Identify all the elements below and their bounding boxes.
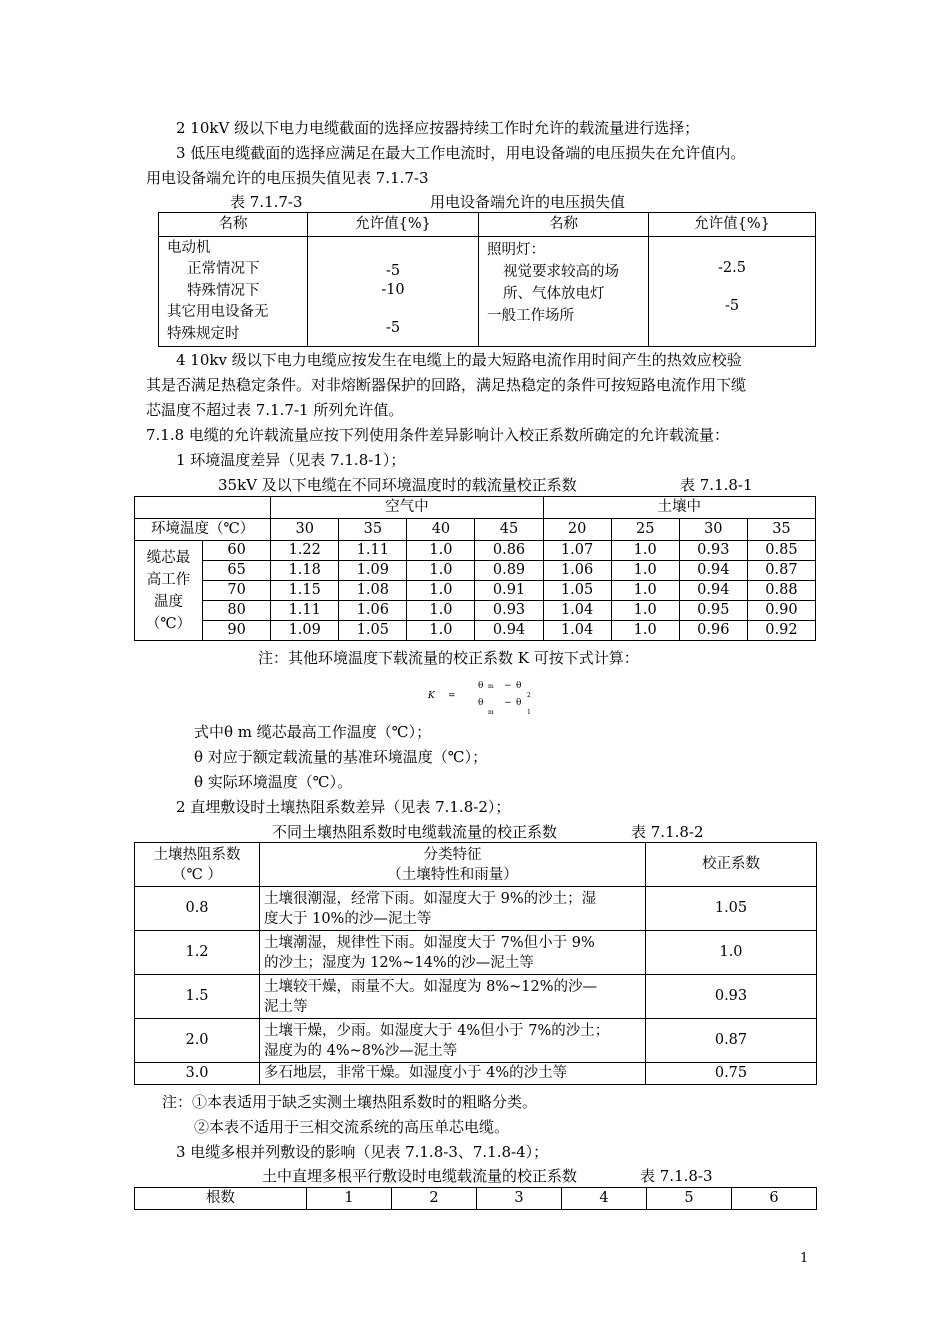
table2-side-label-2: 高工作 — [146, 571, 191, 588]
table3-row-desc: 多石地层，非常干燥。如湿度小于 4%的沙土等 — [260, 1063, 646, 1085]
table2-cell: 1.15 — [271, 581, 339, 601]
table2-cell: 0.88 — [747, 581, 815, 601]
table3-row-desc — [260, 975, 646, 1019]
table3-row-c: 0.75 — [646, 1063, 817, 1085]
table2-cell: 0.94 — [679, 561, 747, 581]
table2-cell: 0.95 — [679, 601, 747, 621]
table2-side-label-3: 温度 — [154, 593, 184, 610]
table1-header-name: 名称 — [159, 213, 308, 237]
clause-7-1-8-item-3: 3 电缆多根并列敷设的影响（见表 7.1.8-3、7.1.8-4）； — [176, 1143, 549, 1161]
table2-cell: 1.0 — [407, 541, 475, 561]
table4-label: 根数 — [135, 1188, 307, 1210]
correction-formula — [428, 678, 568, 718]
table3-row-desc-2: 的沙土；湿度为 12%~14%的沙—泥土等 — [264, 954, 534, 971]
table2-temp: 30 — [271, 519, 339, 541]
table1-value-general: -5 — [724, 298, 740, 314]
table2-cell: 1.0 — [407, 621, 475, 641]
table1-header-value-2: 允许值{%} — [649, 213, 816, 237]
parallel-cables-table — [134, 1187, 817, 1210]
formula-note: 注：其他环境温度下载流量的校正系数 K 可按下式计算： — [258, 649, 639, 667]
table2-cell: 1.06 — [339, 601, 407, 621]
table2-cell: 1.0 — [407, 561, 475, 581]
table3-row-desc-1: 土壤潮湿，规律性下雨。如湿度大于 7%但小于 9% — [264, 934, 595, 951]
table4-col: 4 — [562, 1188, 647, 1210]
table2-cell: 1.05 — [339, 621, 407, 641]
formula-k: K — [428, 691, 435, 701]
table2-cell: 1.08 — [339, 581, 407, 601]
table1-caption-title: 用电设备端允许的电压损失值 — [430, 193, 626, 211]
formula-num-minus: − — [504, 681, 512, 691]
table1-left-names — [159, 237, 308, 347]
table4-col: 6 — [732, 1188, 817, 1210]
table3-row-desc-1: 土壤很潮湿，经常下雨。如湿度大于 9%的沙土；湿 — [264, 890, 597, 907]
table2-group-air: 空气中 — [271, 497, 543, 519]
table3-row-desc-1: 土壤较干燥，雨量不大。如湿度为 8%~12%的沙— — [264, 978, 597, 995]
table1-name-visual: 视觉要求较高的场 — [503, 264, 619, 280]
table2-cell: 1.04 — [543, 621, 611, 641]
table2-cell: 0.94 — [679, 581, 747, 601]
table1-left-values — [308, 237, 479, 347]
table2-cell: 0.87 — [747, 561, 815, 581]
formula-den-sub: m — [488, 709, 494, 716]
table3-row-desc-1: 土壤干燥，少雨。如湿度大于 4%但小于 7%的沙土； — [264, 1022, 610, 1039]
table4-caption-number: 表 7.1.8-3 — [640, 1167, 713, 1185]
table2-side-label — [135, 541, 203, 641]
table2-temp: 30 — [679, 519, 747, 541]
table3-header-resistivity-2: （℃ ） — [172, 866, 222, 883]
table3-row-desc — [260, 931, 646, 975]
table2-cell: 0.92 — [747, 621, 815, 641]
table2-row-label: 环境温度（℃） — [135, 519, 271, 541]
table4-caption: 土中直埋多根平行敷设时电缆载流量的校正系数 — [262, 1167, 578, 1185]
table2-cell: 1.04 — [543, 601, 611, 621]
table1-name-other-2: 特殊规定时 — [167, 325, 240, 342]
table3-row-k: 1.2 — [135, 931, 260, 975]
table1-name-motor: 电动机 — [167, 239, 211, 256]
table3-caption-number: 表 7.1.8-2 — [631, 823, 704, 841]
table3-caption: 不同土壤热阻系数时电缆载流量的校正系数 — [272, 823, 558, 841]
table2-temp: 40 — [407, 519, 475, 541]
table1-value-normal: -5 — [385, 263, 401, 279]
table2-cell: 1.11 — [339, 541, 407, 561]
table2-row-temp: 80 — [203, 601, 271, 621]
formula-num-theta: θ — [478, 681, 484, 691]
table1-value-special: -10 — [381, 282, 405, 298]
paragraph-item-4-cont-2: 芯温度不超过表 7.1.7-1 所列允许值。 — [146, 401, 404, 419]
formula-num-theta2: θ — [516, 681, 522, 691]
table3-header-features-2: （土壤特性和雨量） — [387, 866, 518, 883]
table2-cell: 1.18 — [271, 561, 339, 581]
table2-cell: 1.0 — [611, 541, 679, 561]
table2-temp: 45 — [475, 519, 543, 541]
paragraph-item-3: 3 低压电缆截面的选择应满足在最大工作电流时，用电设备端的电压损失在允许值内。 — [176, 144, 746, 162]
formula-den-theta: θ — [478, 698, 484, 708]
table3-row-k: 1.5 — [135, 975, 260, 1019]
soil-resistivity-table — [134, 842, 817, 1085]
table2-temp: 35 — [747, 519, 815, 541]
clause-7-1-8-item-2: 2 直埋敷设时土壤热阻系数差异（见表 7.1.8-2）； — [176, 798, 511, 816]
voltage-loss-table — [158, 212, 816, 347]
table4-col: 2 — [392, 1188, 477, 1210]
table2-cell: 1.0 — [611, 581, 679, 601]
table2-cell: 1.0 — [611, 621, 679, 641]
table4-col: 1 — [307, 1188, 392, 1210]
table2-cell: 1.11 — [271, 601, 339, 621]
table1-value-other: -5 — [385, 320, 401, 336]
table2-cell: 1.0 — [407, 601, 475, 621]
table1-caption-number: 表 7.1.7-3 — [230, 193, 303, 211]
clause-7-1-8-item-1: 1 环境温度差异（见表 7.1.8-1）； — [176, 451, 406, 469]
table3-header-coefficient: 校正系数 — [646, 843, 817, 887]
table2-cell: 1.09 — [271, 621, 339, 641]
table1-name-lighting: 照明灯： — [487, 242, 545, 258]
formula-sup-2: 2 — [527, 692, 531, 699]
table2-cell: 1.05 — [543, 581, 611, 601]
table2-row-temp: 65 — [203, 561, 271, 581]
table2-cell: 1.06 — [543, 561, 611, 581]
table2-cell: 1.0 — [407, 581, 475, 601]
table1-name-normal: 正常情况下 — [187, 261, 260, 278]
page-number: 1 — [800, 1251, 809, 1266]
formula-den-theta2: θ — [516, 698, 522, 708]
formula-def-theta-1: θ 实际环境温度（℃）。 — [194, 773, 353, 791]
formula-def-theta-2: θ 对应于额定载流量的基准环境温度（℃）； — [194, 748, 488, 766]
table1-name-special: 特殊情况下 — [187, 282, 260, 299]
table3-row-desc-2: 湿度为的 4%~8%沙—泥土等 — [264, 1042, 458, 1059]
table3-row-desc-2: 泥土等 — [264, 998, 308, 1015]
paragraph-item-4-cont: 其是否满足热稳定条件。对非熔断器保护的回路，满足热稳定的条件可按短路电流作用下缆 — [146, 376, 747, 394]
table1-header-name-2: 名称 — [479, 213, 649, 237]
temperature-correction-table — [134, 496, 816, 641]
table2-cell: 0.86 — [475, 541, 543, 561]
table3-header-features-1: 分类特征 — [423, 846, 482, 863]
table2-caption: 35kV 及以下电缆在不同环境温度时的载流量校正系数 — [218, 476, 577, 494]
table1-name-general: 一般工作场所 — [487, 308, 574, 324]
table2-temp: 25 — [611, 519, 679, 541]
table2-cell: 0.96 — [679, 621, 747, 641]
formula-num-sub: m — [488, 683, 494, 690]
table1-right-names — [479, 237, 649, 347]
table2-temp: 35 — [339, 519, 407, 541]
table3-row-c: 0.93 — [646, 975, 817, 1019]
table2-cell: 0.89 — [475, 561, 543, 581]
table3-note-1: 注：①本表适用于缺乏实测土壤热阻系数时的粗略分类。 — [162, 1093, 538, 1111]
table2-cell: 0.85 — [747, 541, 815, 561]
table2-group-soil: 土壤中 — [543, 497, 815, 519]
table3-note-2: ②本表不适用于三相交流系统的高压单芯电缆。 — [194, 1118, 510, 1136]
table2-row-temp: 90 — [203, 621, 271, 641]
formula-den-minus: − — [504, 698, 512, 708]
table4-col: 3 — [477, 1188, 562, 1210]
table2-temp: 20 — [543, 519, 611, 541]
table1-header-value: 允许值{%} — [308, 213, 479, 237]
table2-side-label-4: （℃） — [145, 615, 192, 632]
formula-eq: = — [448, 691, 456, 701]
table3-header-resistivity — [135, 843, 260, 887]
table2-cell: 0.93 — [679, 541, 747, 561]
table2-cell: 0.94 — [475, 621, 543, 641]
table2-cell: 1.0 — [611, 561, 679, 581]
table3-row-c: 1.0 — [646, 931, 817, 975]
table2-row-temp: 70 — [203, 581, 271, 601]
table3-row-k: 0.8 — [135, 887, 260, 931]
table3-row-k: 3.0 — [135, 1063, 260, 1085]
table2-cell: 1.0 — [611, 601, 679, 621]
table2-row-temp: 60 — [203, 541, 271, 561]
table2-cell: 1.09 — [339, 561, 407, 581]
table3-row-desc — [260, 887, 646, 931]
table4-col: 5 — [647, 1188, 732, 1210]
table3-row-c: 0.87 — [646, 1019, 817, 1063]
formula-def-theta-m: 式中θ m 缆芯最高工作温度（℃）； — [194, 723, 432, 741]
table2-cell: 0.91 — [475, 581, 543, 601]
table3-header-resistivity-1: 土壤热阻系数 — [153, 846, 241, 863]
table2-caption-number: 表 7.1.8-1 — [680, 476, 753, 494]
table2-cell: 1.07 — [543, 541, 611, 561]
table3-row-k: 2.0 — [135, 1019, 260, 1063]
table3-row-desc-2: 度大于 10%的沙—泥土等 — [264, 910, 432, 927]
paragraph-item-2: 2 10kV 级以下电力电缆截面的选择应按器持续工作时允许的载流量进行选择； — [176, 119, 700, 137]
paragraph-continuation: 用电设备端允许的电压损失值见表 7.1.7-3 — [146, 169, 429, 187]
table1-value-visual: -2.5 — [718, 260, 746, 276]
table1-right-values — [649, 237, 816, 347]
table2-cell: 0.93 — [475, 601, 543, 621]
table2-cell: 0.90 — [747, 601, 815, 621]
table3-row-c: 1.05 — [646, 887, 817, 931]
table1-name-other: 其它用电设备无 — [167, 304, 269, 321]
table2-side-label-1: 缆芯最 — [146, 549, 191, 566]
table2-corner — [135, 497, 271, 519]
clause-7-1-8: 7.1.8 电缆的允许载流量应按下列使用条件差异影响计入校正系数所确定的允许载流量： — [146, 426, 729, 444]
table1-name-visual-2: 所、气体放电灯 — [503, 286, 605, 302]
table3-row-desc — [260, 1019, 646, 1063]
table3-header-features — [260, 843, 646, 887]
paragraph-item-4: 4 10kv 级以下电力电缆应按发生在电缆上的最大短路电流作用时间产生的热效应校验 — [176, 351, 742, 369]
table2-cell: 1.22 — [271, 541, 339, 561]
formula-sub-1: 1 — [527, 709, 531, 716]
